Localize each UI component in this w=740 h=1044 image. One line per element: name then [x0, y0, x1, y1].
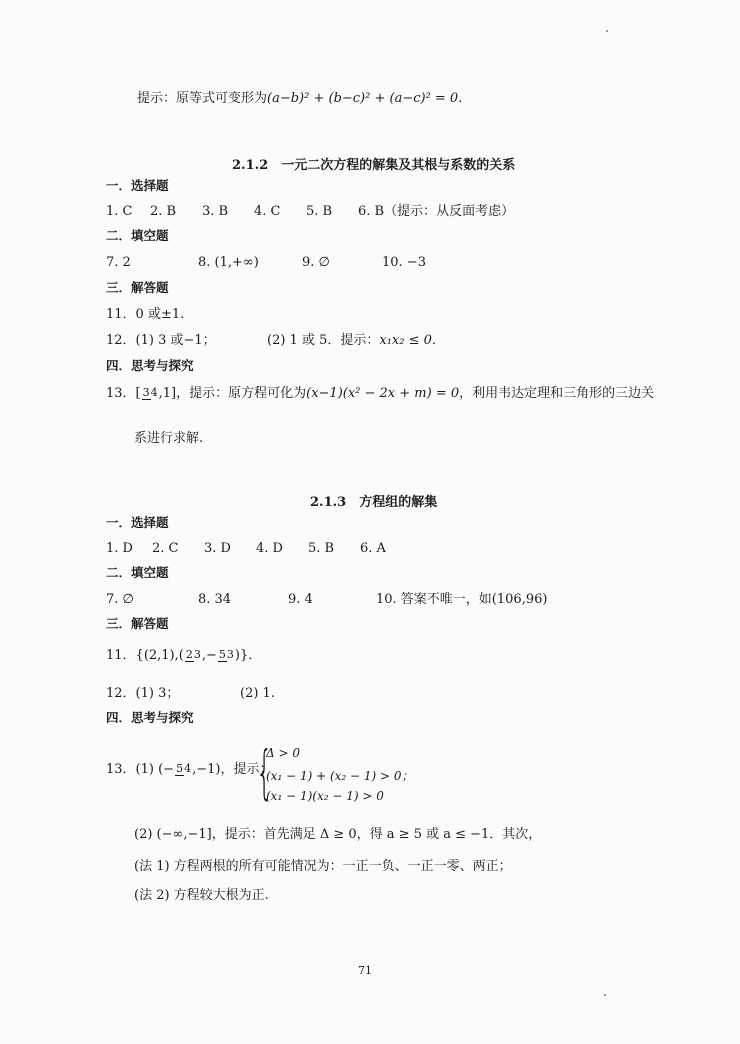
- answer-item: 10. 答案不唯一，如(106,96): [376, 592, 548, 607]
- system-row: Δ > 0: [266, 746, 300, 760]
- method-2: (法 2) 方程较大根为正.: [134, 888, 269, 903]
- system-row: (x₁ − 1) + (x₂ − 1) > 0；: [266, 769, 414, 783]
- q12: [106, 334, 445, 347]
- heading-answer: 三．解答题: [106, 616, 169, 631]
- fraction: [218, 649, 234, 662]
- q11-part2: ,−: [201, 648, 217, 663]
- answer-item: 2. C: [152, 541, 179, 556]
- fraction-numerator: 5: [176, 762, 184, 776]
- answer-item: 2. B: [150, 204, 177, 219]
- fraction-denominator: 3: [193, 648, 201, 662]
- heading-fill: 二．填空题: [106, 228, 169, 243]
- q11: [106, 648, 261, 664]
- heading-choice: 一．选择题: [106, 178, 169, 193]
- answer-item: 4. D: [256, 541, 283, 556]
- page-number: 71: [358, 964, 372, 977]
- q13-formula: (x−1)(x² − 2x + m) = 0: [306, 386, 460, 401]
- fraction-denominator: 4: [150, 386, 158, 400]
- fill-answers: [106, 593, 547, 606]
- top-hint-formula: (a−b)² + (b−c)² + (a−c)² = 0: [267, 91, 459, 106]
- answer-item: 7. ∅: [106, 592, 134, 607]
- heading-think: 四．思考与探究: [106, 710, 194, 725]
- answer-item: 8. 34: [198, 592, 232, 607]
- answer-item: 3. D: [204, 541, 231, 556]
- fraction-numerator: 3: [142, 386, 150, 400]
- fraction-numerator: 5: [218, 648, 226, 662]
- q12-part2: (2) 1 或 5．提示：: [267, 333, 380, 348]
- heading-answer: 三．解答题: [106, 280, 169, 295]
- fraction-numerator: 2: [185, 648, 193, 662]
- top-hint: [137, 92, 462, 105]
- top-hint-end: .: [458, 91, 463, 106]
- q13-text: ，提示：原方程可化为: [176, 386, 307, 401]
- fill-answers: [106, 256, 426, 269]
- heading-fill: 二．填空题: [106, 565, 169, 580]
- q11-part3: )}．: [234, 648, 262, 663]
- q13-part2: (2) (−∞,−1]，提示：首先满足 Δ ≥ 0，得 a ≥ 5 或 a ≤ −1．其次，: [134, 827, 542, 842]
- section-title-2-1-3: 2.1.3 方程组的解集: [310, 495, 438, 510]
- answer-item: 1. C: [106, 204, 133, 219]
- choice-answers: [106, 542, 386, 555]
- answer-item: 7. 2: [106, 255, 131, 270]
- fraction: [142, 387, 158, 400]
- q13-num: 13．: [106, 386, 136, 401]
- q13: 13．[ 34,1]，提示：原方程可化为(x−1)(x² − 2x + m) = 0，利用韦达定理和三角形的三边关: [106, 386, 655, 401]
- heading-choice: 一．选择题: [106, 515, 169, 530]
- answer-item: 1. D: [106, 541, 133, 556]
- system-brace: {: [256, 738, 273, 806]
- scan-speck: [604, 994, 606, 996]
- q12-part2: (2) 1.: [240, 686, 275, 701]
- answer-item: 10. −3: [382, 255, 426, 270]
- section-title-2-1-2: 2.1.2 一元二次方程的解集及其根与系数的关系: [232, 158, 516, 173]
- q11: 11．0 或±1.: [106, 307, 185, 322]
- scan-speck: [606, 30, 608, 32]
- q11-part1: 11．{(2,1),(: [106, 648, 184, 663]
- answer-item: 6. B（提示：从反面考虑）: [358, 204, 515, 219]
- fraction: [175, 763, 191, 776]
- fraction: [185, 649, 201, 662]
- q13-part1: 13．(1) (− 54,−1)，提示：: [106, 762, 273, 777]
- answer-item: 5. B: [308, 541, 335, 556]
- q12: [106, 687, 275, 700]
- q12-part1: 12．(1) 3 或−1；: [106, 333, 216, 348]
- answer-item: 3. B: [202, 204, 229, 219]
- q12-part1: 12．(1) 3；: [106, 686, 180, 701]
- answer-item: 9. 4: [288, 592, 313, 607]
- answer-item: 8. (1,+∞): [198, 255, 259, 270]
- fraction-denominator: 3: [226, 648, 234, 662]
- choice-answers: [106, 205, 514, 218]
- fraction-denominator: 4: [184, 762, 192, 776]
- answer-item: 6. A: [360, 541, 386, 556]
- system-row: (x₁ − 1)(x₂ − 1) > 0: [266, 789, 384, 803]
- answer-item: 5. B: [306, 204, 333, 219]
- q12-part3: x₁x₂ ≤ 0．: [379, 333, 445, 348]
- q13-tail: ，利用韦达定理和三角形的三边关: [459, 386, 655, 401]
- method-1: (法 1) 方程两根的所有可能情况为：一正一负、一正一零、两正；: [134, 859, 512, 874]
- top-hint-label: 提示：原等式可变形为: [137, 91, 268, 106]
- heading-think: 四．思考与探究: [106, 358, 194, 373]
- q13-hint: ,−1)，提示：: [192, 762, 273, 777]
- answer-item: 9. ∅: [302, 255, 330, 270]
- q13-label: 13．(1): [106, 762, 154, 777]
- answer-item: 4. C: [254, 204, 281, 219]
- q13-line2: 系进行求解.: [134, 431, 204, 446]
